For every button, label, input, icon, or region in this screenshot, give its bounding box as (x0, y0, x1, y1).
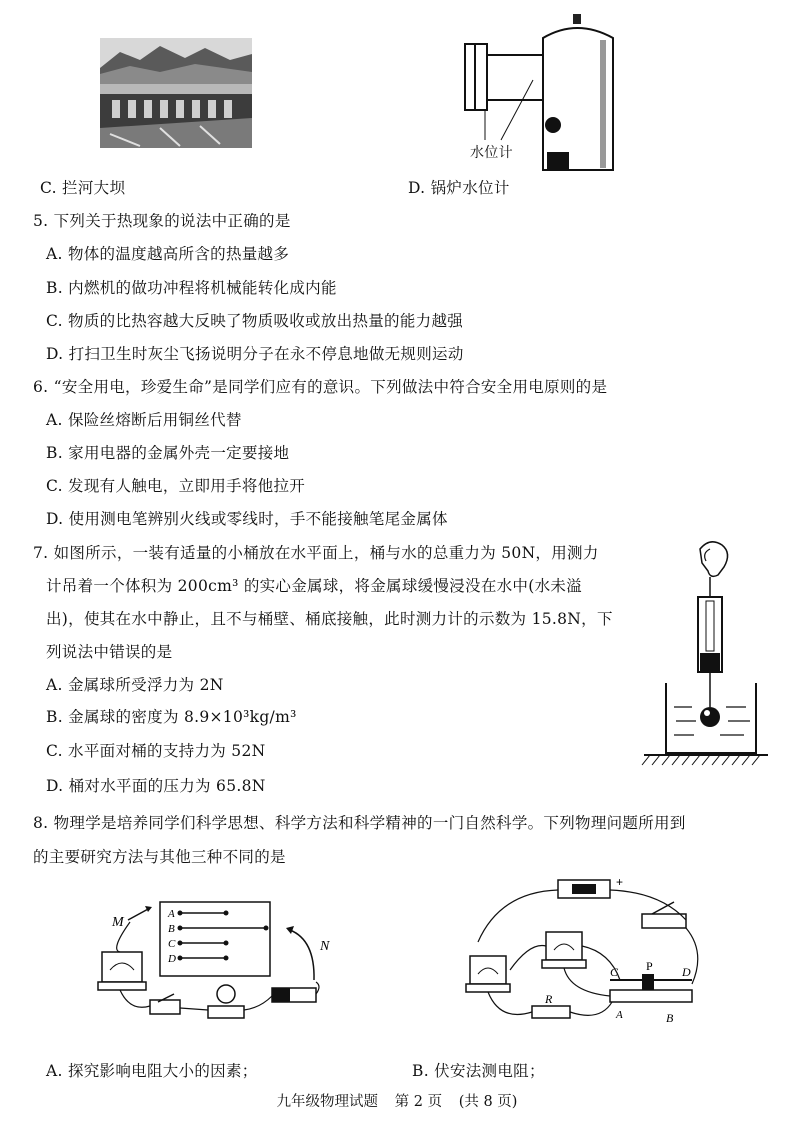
q8-option-b: B. 伏安法测电阻； (412, 1062, 545, 1080)
fig-b-plus: + (616, 875, 624, 889)
q7-option-b: B. 金属球的密度为 8.9×10³kg/m³ (46, 708, 297, 726)
resistance-board-figure (90, 890, 340, 1030)
fig-a-wire-c: C (168, 938, 176, 950)
fig-b-label-a: A (616, 1009, 623, 1021)
q7-option-d: D. 桶对水平面的压力为 65.8N (46, 777, 266, 795)
page-footer (0, 1090, 794, 1111)
q7-option-a: A. 金属球所受浮力为 2N (46, 676, 224, 694)
q5-option-a: A. 物体的温度越高所含的热量越多 (46, 245, 290, 263)
q5-option-b: B. 内燃机的做功冲程将机械能转化成内能 (46, 279, 337, 297)
footer-page: 第 2 页 (394, 1094, 443, 1110)
q7-stem-line-1: 7. 如图所示，一装有适量的小桶放在水平面上，桶与水的总重力为 50N，用测力 (33, 544, 599, 562)
fig-b-label-c: C (610, 965, 619, 979)
fig-b-label-p: P (646, 959, 653, 973)
q5-option-d: D. 打扫卫生时灰尘飞扬说明分子在永不停息地做无规则运动 (46, 345, 464, 363)
q4-option-d: D. 锅炉水位计 (408, 179, 510, 197)
q6-option-d: D. 使用测电笔辨别火线或零线时，手不能接触笔尾金属体 (46, 510, 448, 528)
q8-option-a: A. 探究影响电阻大小的因素； (46, 1062, 258, 1080)
q6-option-c: C. 发现有人触电，立即用手将他拉开 (46, 477, 306, 495)
q7-stem-line-4: 列说法中错误的是 (46, 643, 173, 661)
q5-stem: 5. 下列关于热现象的说法中正确的是 (33, 212, 291, 230)
q8-stem-line-1: 8. 物理学是培养同学们科学思想、科学方法和科学精神的一门自然科学。下列物理问题所用到 (33, 814, 686, 832)
spring-scale-bucket-figure (640, 535, 770, 775)
footer-title: 九年级物理试题 (276, 1094, 379, 1110)
fig-b-label-b: B (666, 1011, 674, 1025)
fig-a-wire-b: B (168, 923, 175, 935)
dam-photo (100, 38, 252, 148)
q8-stem-line-2: 的主要研究方法与其他三种不同的是 (33, 848, 286, 866)
gauge-label: 水位计 (470, 145, 513, 161)
fig-a-wire-a: A (168, 908, 175, 920)
q5-option-c: C. 物质的比热容越大反映了物质吸收或放出热量的能力越强 (46, 312, 464, 330)
q6-option-a: A. 保险丝熔断后用铜丝代替 (46, 411, 242, 429)
fig-a-label-m: M (112, 915, 124, 930)
q6-stem: 6. “安全用电，珍爱生命”是同学们应有的意识。下列做法中符合安全用电原则的是 (33, 378, 608, 396)
fig-b-label-d: D (682, 965, 691, 979)
footer-total: (共 8 页) (458, 1094, 518, 1110)
fig-b-label-r: R (545, 992, 553, 1006)
q7-stem-line-2: 计吊着一个体积为 200cm³ 的实心金属球，将金属球缓慢浸没在水中(水未溢 (46, 577, 582, 595)
q7-option-c: C. 水平面对桶的支持力为 52N (46, 742, 266, 760)
fig-a-wire-d: D (168, 953, 176, 965)
q4-option-c: C. 拦河大坝 (40, 179, 126, 197)
q6-option-b: B. 家用电器的金属外壳一定要接地 (46, 444, 290, 462)
voltammetry-circuit-figure (460, 872, 710, 1032)
fig-a-label-n: N (320, 939, 330, 954)
q7-stem-line-3: 出)，使其在水中静止，且不与桶壁、桶底接触，此时测力计的示数为 15.8N，下 (46, 610, 613, 628)
